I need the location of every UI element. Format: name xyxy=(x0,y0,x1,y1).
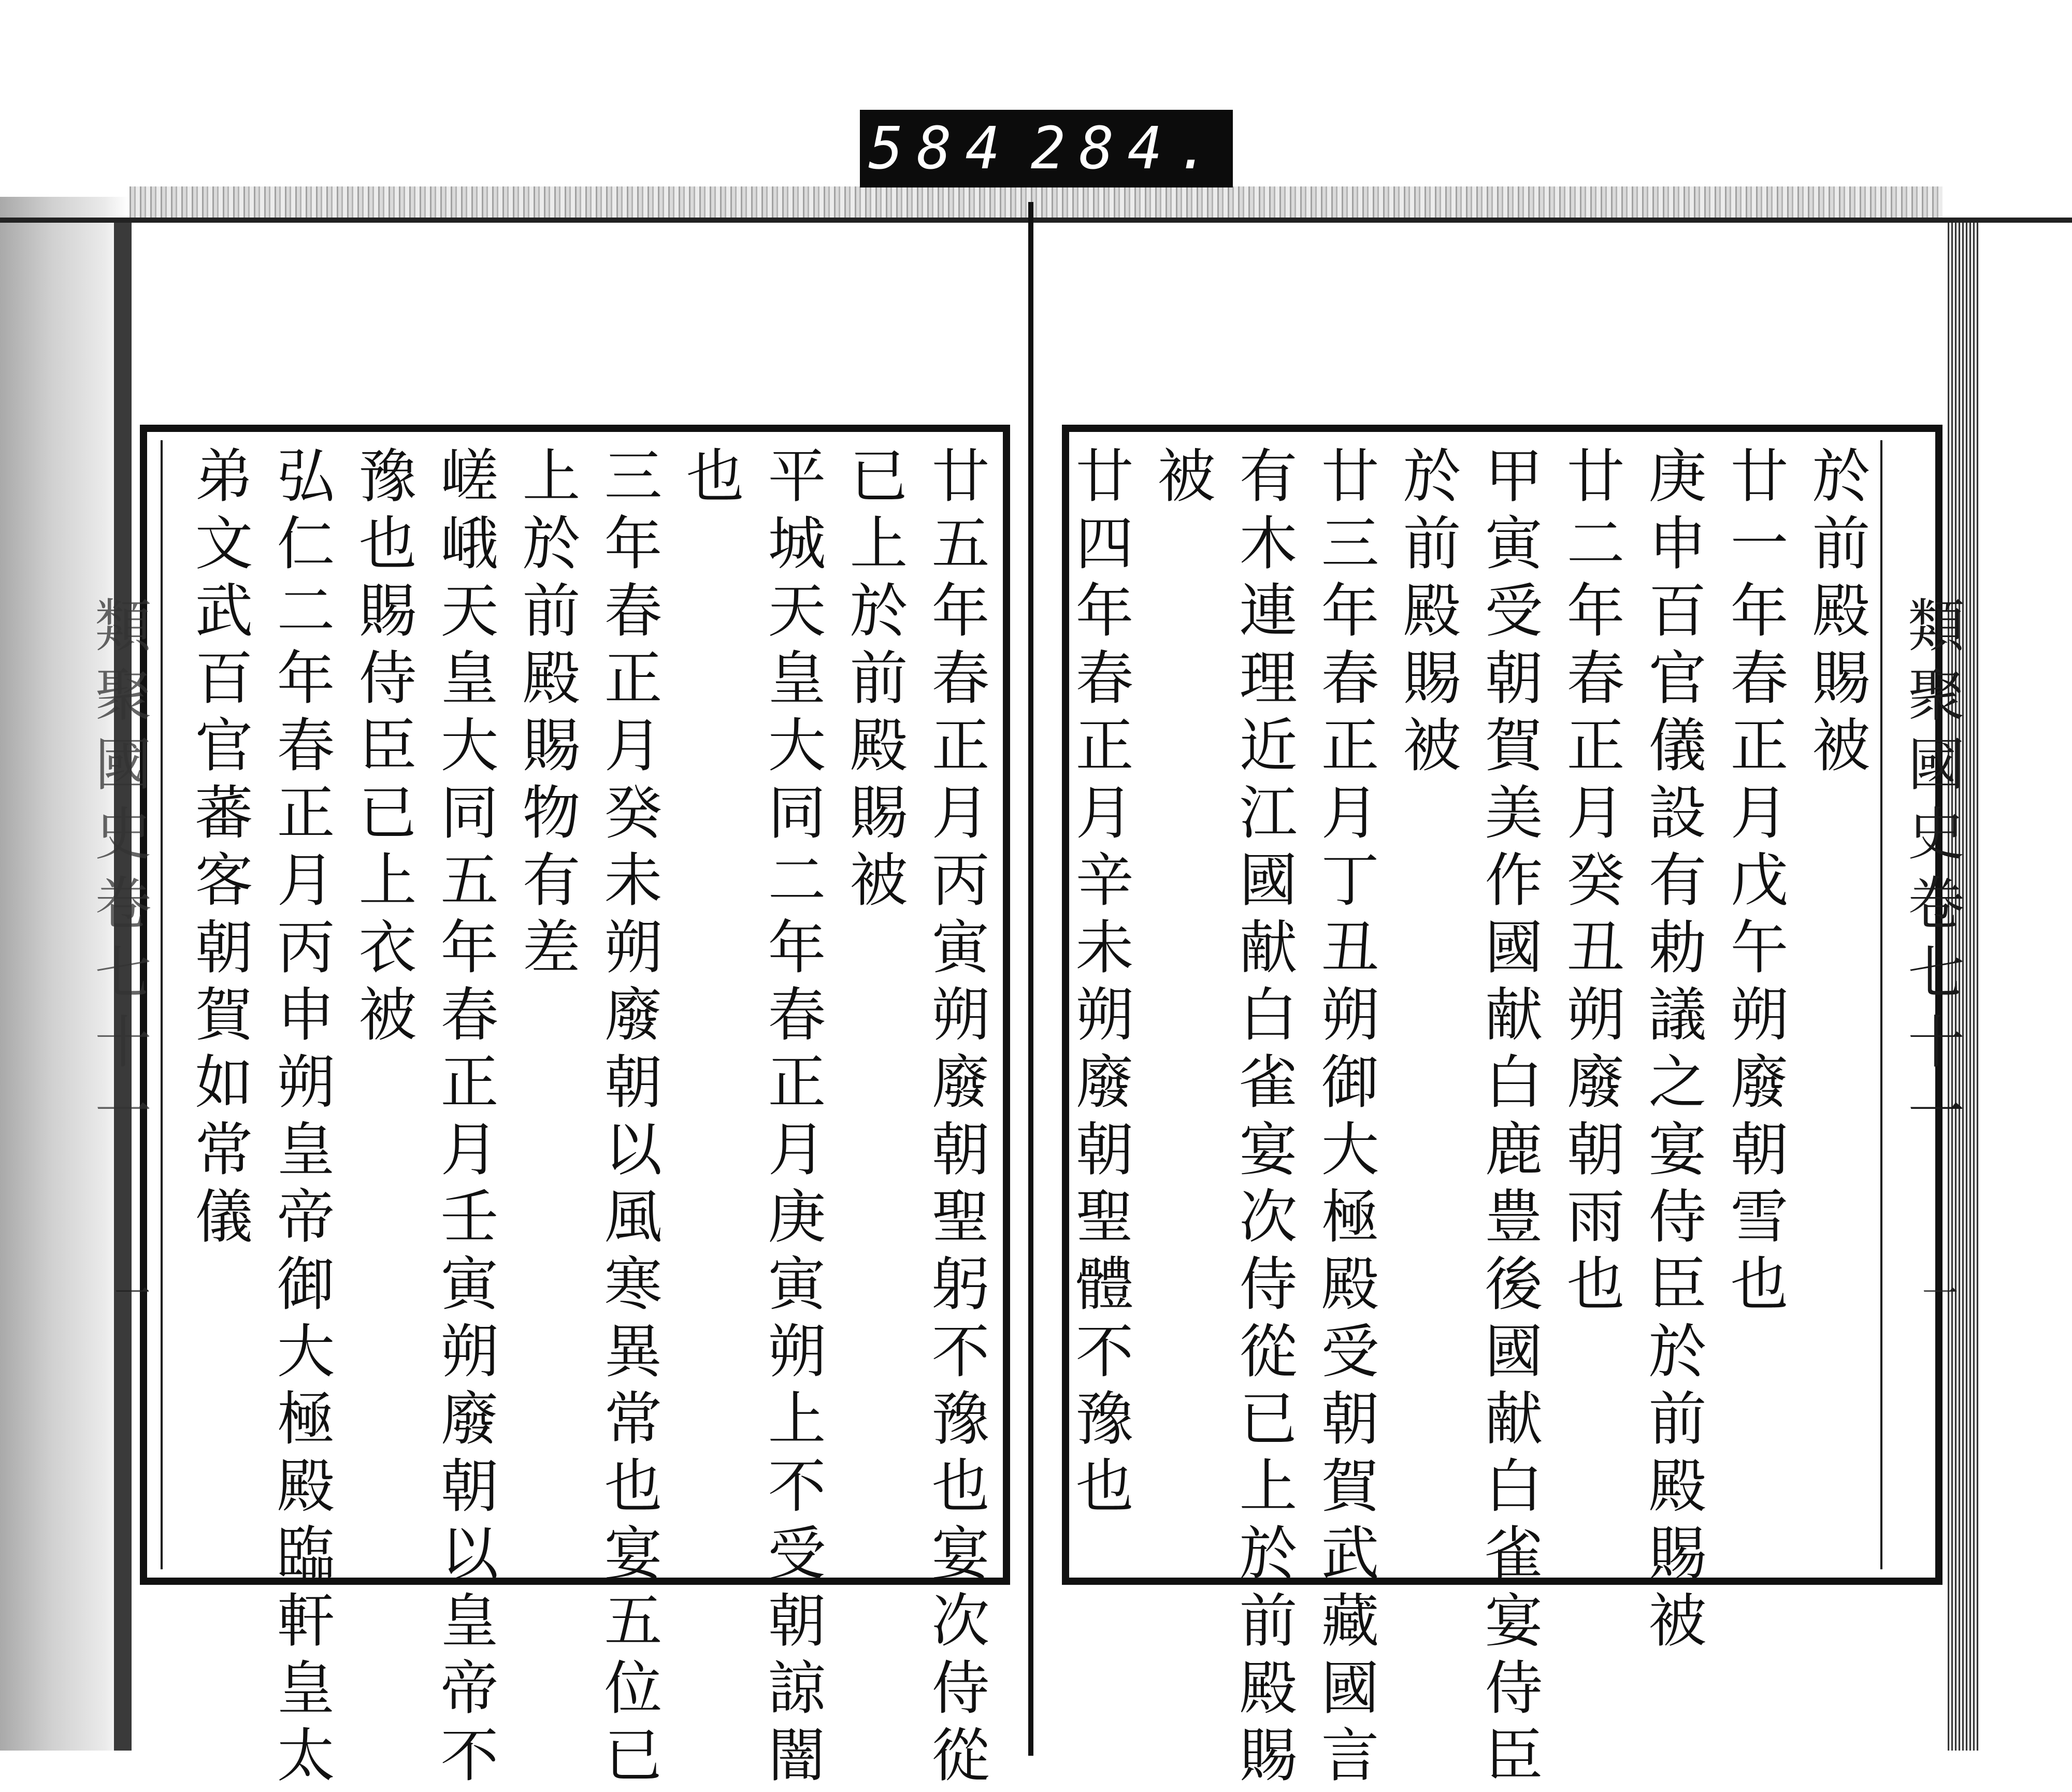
text-column: 於前殿賜被 xyxy=(1393,445,1461,782)
text-column: 三年春正月癸未朔廢朝以風寒異常也宴五位已 xyxy=(595,445,662,1792)
text-column: 已上於前殿賜被 xyxy=(840,445,908,917)
folio-mark-right: 一 xyxy=(1916,1274,1959,1310)
archive-label-left-number: 584 xyxy=(868,115,1014,182)
text-column: 也 xyxy=(677,445,744,513)
book-spine xyxy=(1028,202,1033,1756)
text-column: 於前殿賜被 xyxy=(1803,445,1870,782)
archive-label-right-number: 284. xyxy=(1030,115,1225,182)
text-column: 廿四年春正月辛未朔廢朝聖體不豫也 xyxy=(1066,445,1133,1523)
left-inner-rule xyxy=(161,440,163,1569)
text-column: 被 xyxy=(1148,445,1215,513)
running-head-right: 類聚國史卷七十一 xyxy=(1898,596,1965,1151)
text-column: 有木連理近江國献白雀宴次侍從已上於前殿賜 xyxy=(1230,445,1297,1792)
left-page-text xyxy=(166,445,995,1792)
text-column: 廿三年春正月丁丑朔御大極殿受朝賀武藏國言 xyxy=(1312,445,1379,1792)
text-column: 廿五年春正月丙寅朔廢朝聖躬不豫也宴次侍從 xyxy=(922,445,989,1792)
right-inner-rule xyxy=(1880,440,1882,1569)
text-column: 豫也賜侍臣已上衣被 xyxy=(349,445,416,1051)
text-column: 廿二年春正月癸丑朔廢朝雨也 xyxy=(1557,445,1624,1321)
text-column: 廿一年春正月戊午朔廢朝雪也 xyxy=(1721,445,1788,1321)
text-column: 甲寅受朝賀美作國献白鹿豊後國献白雀宴侍臣 xyxy=(1475,445,1543,1792)
text-column: 弟文武百官蕃客朝賀如常儀 xyxy=(185,445,253,1253)
text-column: 弘仁二年春正月丙申朔皇帝御大極殿臨軒皇太 xyxy=(267,445,335,1792)
text-column: 庚申百官儀設有勅議之宴侍臣於前殿賜被 xyxy=(1639,445,1706,1657)
archive-label xyxy=(860,110,1233,187)
text-column: 平城天皇大同二年春正月庚寅朔上不受朝諒闇 xyxy=(758,445,826,1792)
text-column: 上於前殿賜物有差 xyxy=(513,445,580,984)
text-column: 嵯峨天皇大同五年春正月壬寅朔廢朝以皇帝不 xyxy=(431,445,498,1792)
right-page-text xyxy=(1066,445,1875,1792)
book-top-edge xyxy=(130,186,1942,218)
folio-mark-left: 一 xyxy=(108,1274,151,1310)
book-top-rule xyxy=(0,218,2072,223)
running-head-left: 類聚國史卷七十一 xyxy=(85,596,152,1151)
